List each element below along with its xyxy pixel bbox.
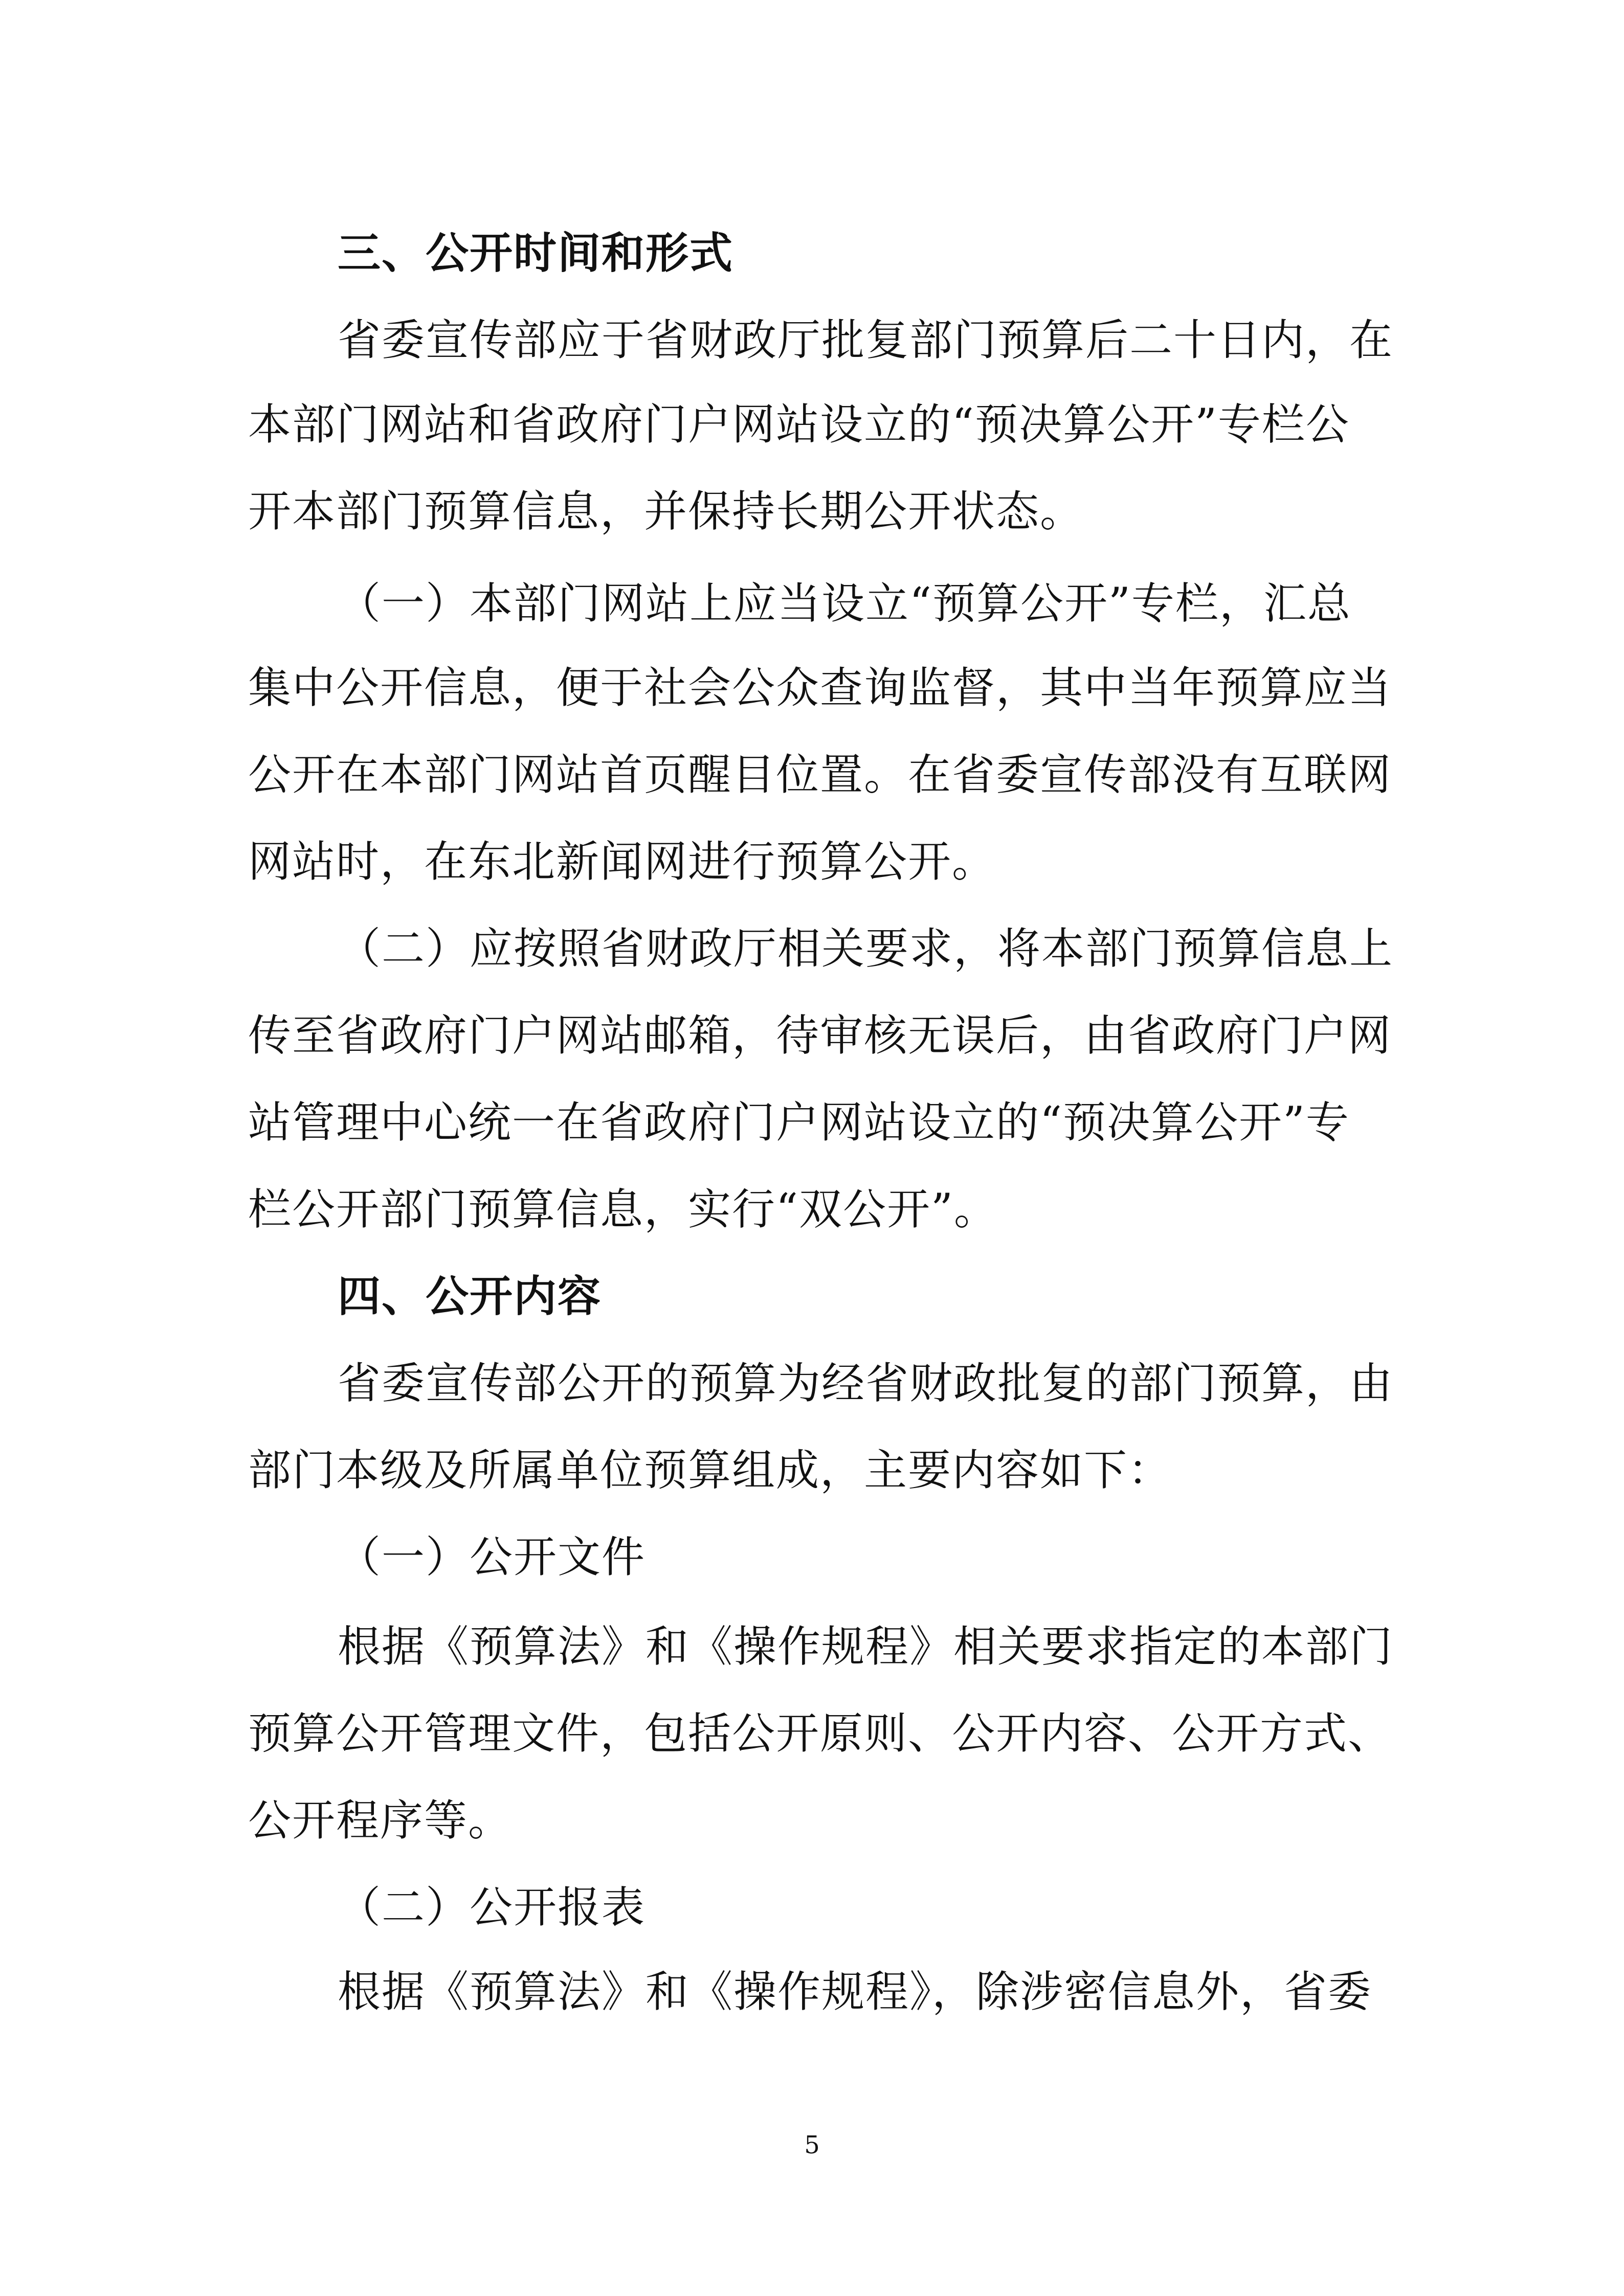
paragraph-line: 站管理中心统一在省政府门户网站设立的“预决算公开”专	[248, 1097, 1350, 1147]
paragraph-line: 开本部门预算信息，并保持长期公开状态。	[248, 486, 1084, 536]
paragraph-line: 部门本级及所属单位预算组成，主要内容如下：	[248, 1445, 1172, 1495]
paragraph-line: 预算公开管理文件，包括公开原则、公开内容、公开方式、	[248, 1708, 1392, 1759]
paragraph-line: 集中公开信息，便于社会公众查询监督，其中当年预算应当	[248, 663, 1392, 713]
subsection-heading: （二）公开报表	[338, 1882, 646, 1932]
paragraph-line: 栏公开部门预算信息，实行“双公开”。	[248, 1184, 998, 1234]
paragraph-line: 根据《预算法》和《操作规程》相关要求指定的本部门	[338, 1622, 1394, 1672]
paragraph-line: 本部门网站和省政府门户网站设立的“预决算公开”专栏公	[248, 399, 1350, 449]
subsection-heading: （一）公开文件	[338, 1532, 646, 1582]
paragraph-line: 公开程序等。	[248, 1795, 513, 1845]
paragraph-line: 网站时，在东北新闻网进行预算公开。	[248, 837, 996, 887]
paragraph-line: 传至省政府门户网站邮箱，待审核无误后，由省政府门户网	[248, 1010, 1392, 1061]
section-heading: 四、公开内容	[338, 1271, 602, 1321]
paragraph-line: （二）应按照省财政厅相关要求，将本部门预算信息上	[338, 924, 1394, 974]
paragraph-line: 省委宣传部公开的预算为经省财政批复的部门预算，由	[338, 1358, 1394, 1408]
page-number: 5	[804, 2131, 820, 2159]
paragraph-line: 根据《预算法》和《操作规程》，除涉密信息外，省委	[338, 1967, 1372, 2017]
paragraph-line: （一）本部门网站上应当设立“预算公开”专栏，汇总	[338, 578, 1351, 628]
paragraph-line: 公开在本部门网站首页醒目位置。在省委宣传部没有互联网	[248, 750, 1392, 800]
section-heading: 三、公开时间和形式	[338, 228, 734, 278]
paragraph-line: 省委宣传部应于省财政厅批复部门预算后二十日内，在	[338, 315, 1394, 365]
